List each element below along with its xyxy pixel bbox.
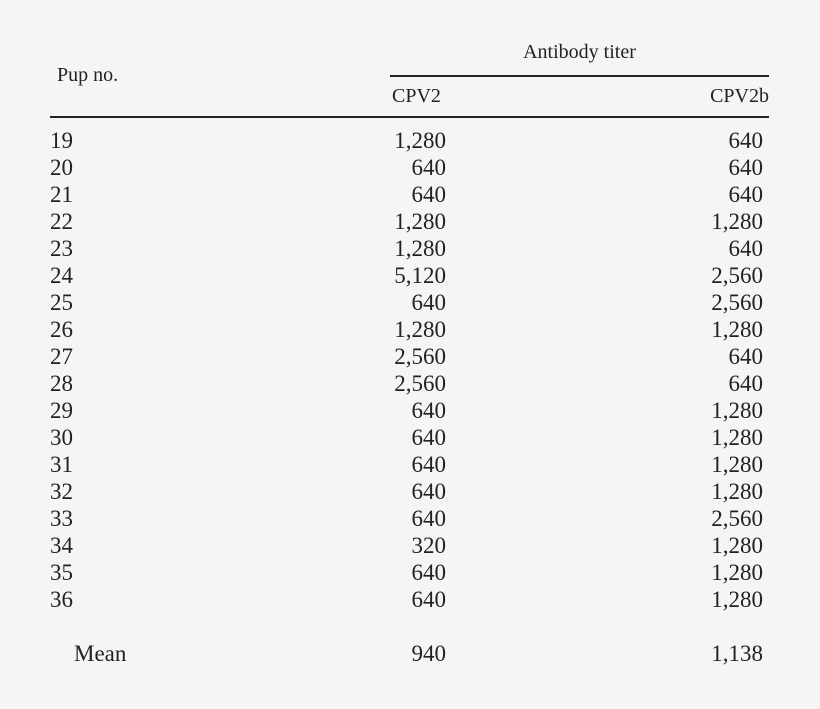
cpv2-titer: 640: [411, 560, 446, 585]
cpv2b-titer: 1,280: [711, 560, 763, 585]
pup-number: 20: [50, 155, 73, 180]
pup-number: 27: [50, 344, 73, 369]
table-row: [0, 532, 820, 559]
cpv2-titer: 1,280: [394, 209, 446, 234]
cpv2-titer: 640: [411, 182, 446, 207]
pup-number: 32: [50, 479, 73, 504]
table-row: [0, 181, 820, 208]
pup-number: 21: [50, 182, 73, 207]
table-row: [0, 316, 820, 343]
pup-number: 25: [50, 290, 73, 315]
cpv2-titer: 1,280: [394, 236, 446, 261]
table-row: [0, 559, 820, 586]
table-row: [0, 127, 820, 154]
cpv2b-titer: 2,560: [711, 506, 763, 531]
table-row: [0, 289, 820, 316]
pup-number: 35: [50, 560, 73, 585]
cpv2-titer: 640: [411, 425, 446, 450]
cpv2b-titer: 640: [728, 371, 763, 396]
table-row: [0, 235, 820, 262]
table-row: [0, 505, 820, 532]
pup-number: 28: [50, 371, 73, 396]
table-row: [0, 478, 820, 505]
cpv2b-titer: 1,280: [711, 209, 763, 234]
cpv2b-titer: 1,280: [711, 533, 763, 558]
pup-number: 34: [50, 533, 73, 558]
pup-number: 23: [50, 236, 73, 261]
table-row: [0, 397, 820, 424]
table-row: [0, 586, 820, 613]
cpv2b-titer: 640: [728, 128, 763, 153]
cpv2b-titer: 1,280: [711, 452, 763, 477]
table-row: [0, 451, 820, 478]
table-row: [0, 154, 820, 181]
mean-cpv2b: 1,138: [711, 641, 763, 666]
cpv2b-titer: 1,280: [711, 479, 763, 504]
table-row: [0, 262, 820, 289]
cpv2-titer: 640: [411, 506, 446, 531]
table-row: [0, 343, 820, 370]
mean-label: Mean: [74, 641, 127, 666]
cpv2b-titer: 1,280: [711, 425, 763, 450]
header-cpv2: CPV2: [392, 85, 441, 107]
pup-number: 26: [50, 317, 73, 342]
table-body: [0, 127, 820, 613]
pup-number: 22: [50, 209, 73, 234]
pup-number: 24: [50, 263, 73, 288]
pup-number: 30: [50, 425, 73, 450]
header-group-antibody-titer: Antibody titer: [523, 41, 636, 63]
cpv2b-titer: 640: [728, 344, 763, 369]
cpv2b-titer: 640: [728, 236, 763, 261]
pup-number: 31: [50, 452, 73, 477]
cpv2b-titer: 2,560: [711, 263, 763, 288]
cpv2-titer: 320: [411, 533, 446, 558]
cpv2-titer: 640: [411, 290, 446, 315]
header-pup-no: Pup no.: [57, 64, 119, 86]
header-group-divider: [390, 75, 769, 77]
pup-number: 19: [50, 128, 73, 153]
cpv2-titer: 640: [411, 155, 446, 180]
table-row: [0, 424, 820, 451]
cpv2b-titer: 640: [728, 182, 763, 207]
cpv2b-titer: 1,280: [711, 317, 763, 342]
table-row: [0, 370, 820, 397]
cpv2-titer: 640: [411, 452, 446, 477]
cpv2b-titer: 1,280: [711, 587, 763, 612]
cpv2-titer: 2,560: [394, 371, 446, 396]
cpv2b-titer: 2,560: [711, 290, 763, 315]
header-divider: [50, 116, 769, 118]
cpv2b-titer: 1,280: [711, 398, 763, 423]
mean-row: [0, 640, 820, 667]
pup-number: 33: [50, 506, 73, 531]
cpv2-titer: 640: [411, 398, 446, 423]
cpv2b-titer: 640: [728, 155, 763, 180]
cpv2-titer: 5,120: [394, 263, 446, 288]
cpv2-titer: 1,280: [394, 317, 446, 342]
pup-number: 36: [50, 587, 73, 612]
cpv2-titer: 640: [411, 479, 446, 504]
cpv2-titer: 2,560: [394, 344, 446, 369]
cpv2-titer: 1,280: [394, 128, 446, 153]
mean-cpv2: 940: [411, 641, 446, 666]
pup-number: 29: [50, 398, 73, 423]
header-cpv2b: CPV2b: [710, 85, 769, 107]
table-row: [0, 208, 820, 235]
cpv2-titer: 640: [411, 587, 446, 612]
